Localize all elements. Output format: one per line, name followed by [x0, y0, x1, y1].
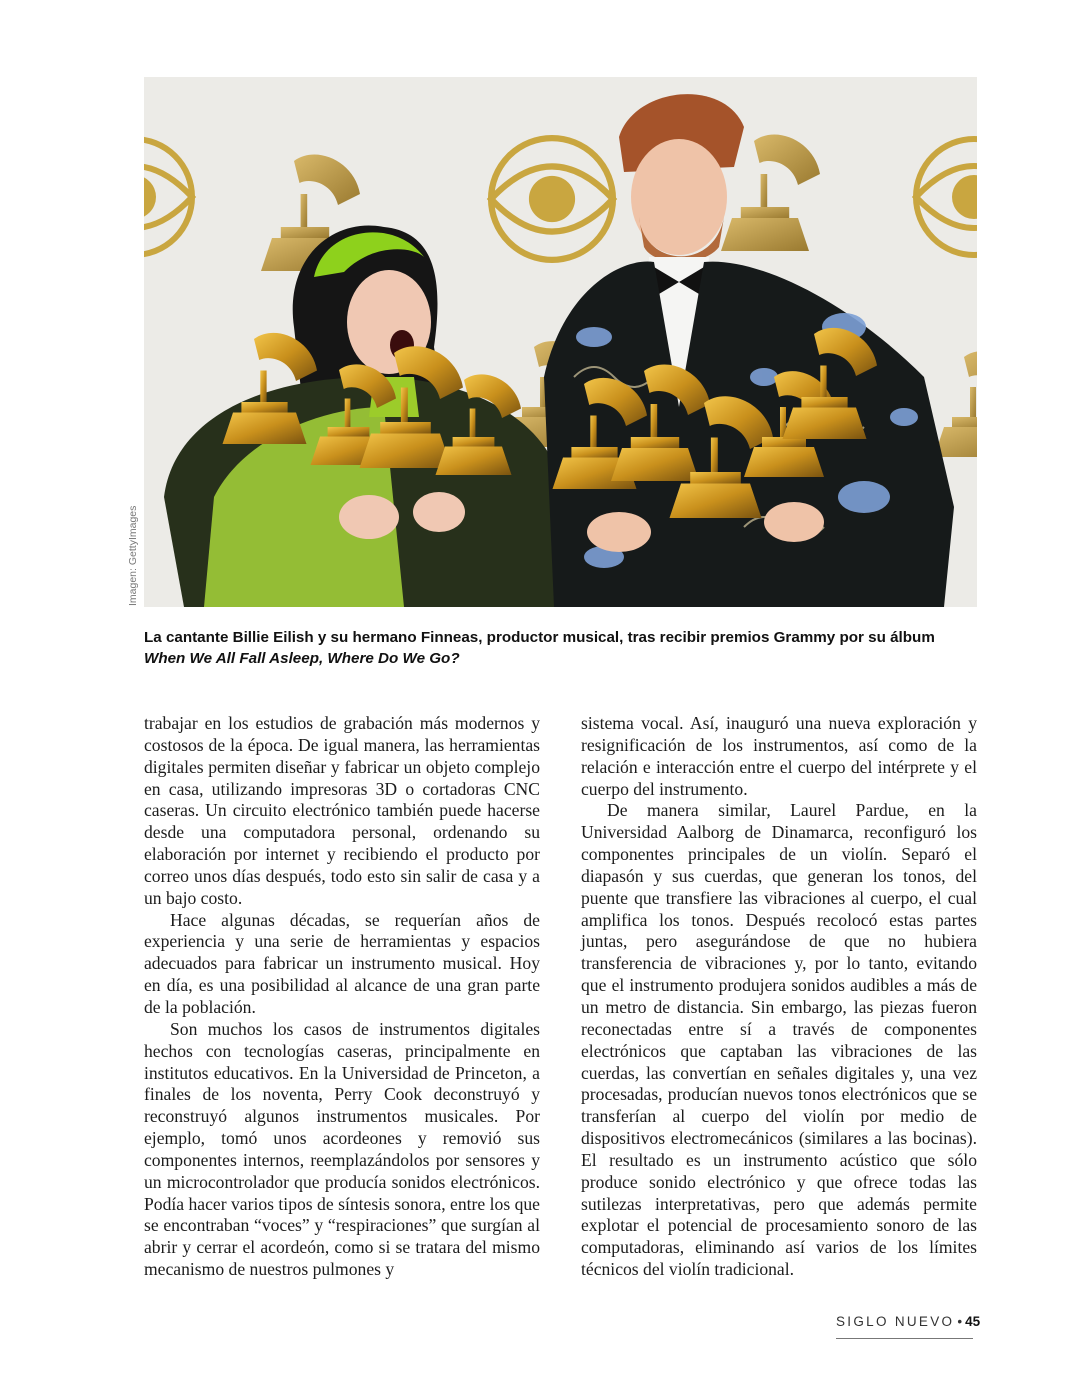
magazine-name: SIGLO NUEVO	[836, 1314, 955, 1329]
article-column-left	[144, 713, 540, 1281]
paragraph: trabajar en los estudios de grabación más modernos y costosos de la época. De igual manera, las herramientas digitales permiten diseñar y fabricar un objeto complejo en casa, utilizando impresoras 3D o cortadoras CNC caseras. Un circuito electrónico también puede hacerse desde una computadora personal, ordenando su elaboración por internet y recibiendo el producto por correo unos días después, todo esto sin salir de casa y a un bajo costo.	[144, 713, 540, 908]
album-title: When We All Fall Asleep, Where Do We Go?	[144, 650, 460, 667]
article-photo	[144, 77, 977, 607]
paragraph: Son muchos los casos de instrumentos digitales hechos con tecnologías caseras, principalmente en institutos educativos. En la Universidad de Princeton, a finales de los noventa, Perry Cook deconstruyó y reconstruyó algunos instrumentos musicales. Por ejemplo, tomó unos acordeones y removió sus componentes internos, reemplazándolos por sensores y un microcontrolador que producía sonidos electrónicos. Podía hacer varios tipos de síntesis sonora, entre los que se encontraban “voces” y “respiraciones” que surgían al abrir y cerrar el acordeón, como si se tratara del mismo mecanismo de nuestros pulmones y	[144, 1018, 540, 1280]
paragraph: sistema vocal. Así, inauguró una nueva exploración y resignificación de los instrumentos, así como de la relación e interacción entre el cuerpo del intérprete y el cuerpo del instrumento.	[581, 713, 977, 799]
page-footer	[836, 1314, 981, 1339]
photo-caption	[144, 627, 977, 669]
caption-text: La cantante Billie Eilish y su hermano Finneas, productor musical, tras recibir premios Grammy por su álbum	[144, 629, 935, 646]
article-column-right	[581, 713, 977, 1281]
page-number: 45	[965, 1314, 981, 1329]
paragraph: Hace algunas décadas, se requerían años de experiencia y una serie de herramientas y espacios adecuados para fabricar un instrumento musical. Hoy en día, es una posibilidad al alcance de una gran parte de la población.	[144, 909, 540, 1017]
footer-separator: •	[957, 1314, 963, 1329]
paragraph: De manera similar, Laurel Pardue, en la Universidad Aalborg de Dinamarca, reconfiguró los componentes principales de un violín. Separó el diapasón y sus cuerdas, que generan los tonos, del puente que transfiere las vibraciones al cuerpo, el cual amplifica los tonos. Después recolocó estas partes juntas, pero asegurándose de que no hubiera transferencia de vibraciones y, por lo tanto, evitando que el instrumento produjera sonidos audibles a más de un metro de distancia. Sin embargo, las piezas fueron reconectadas entre sí a través de componentes electrónicos que captaban las vibraciones de las cuerdas, las convertían en señales digitales y, una vez procesadas, producían nuevos tonos electrónicos que se transferían al cuerpo del violín por medio de dispositivos electromecánicos (similares a las bocinas). El resultado es un instrumento acústico que sólo produce sonido electrónico y que ofrece todas las sutilezas interpretativas, pero que además permite explotar el potencial de procesamiento sonoro de las computadoras, eliminando así varios de los límites técnicos del violín tradicional.	[581, 800, 977, 1280]
photo-credit: Imagen: GettyImages	[127, 505, 139, 606]
